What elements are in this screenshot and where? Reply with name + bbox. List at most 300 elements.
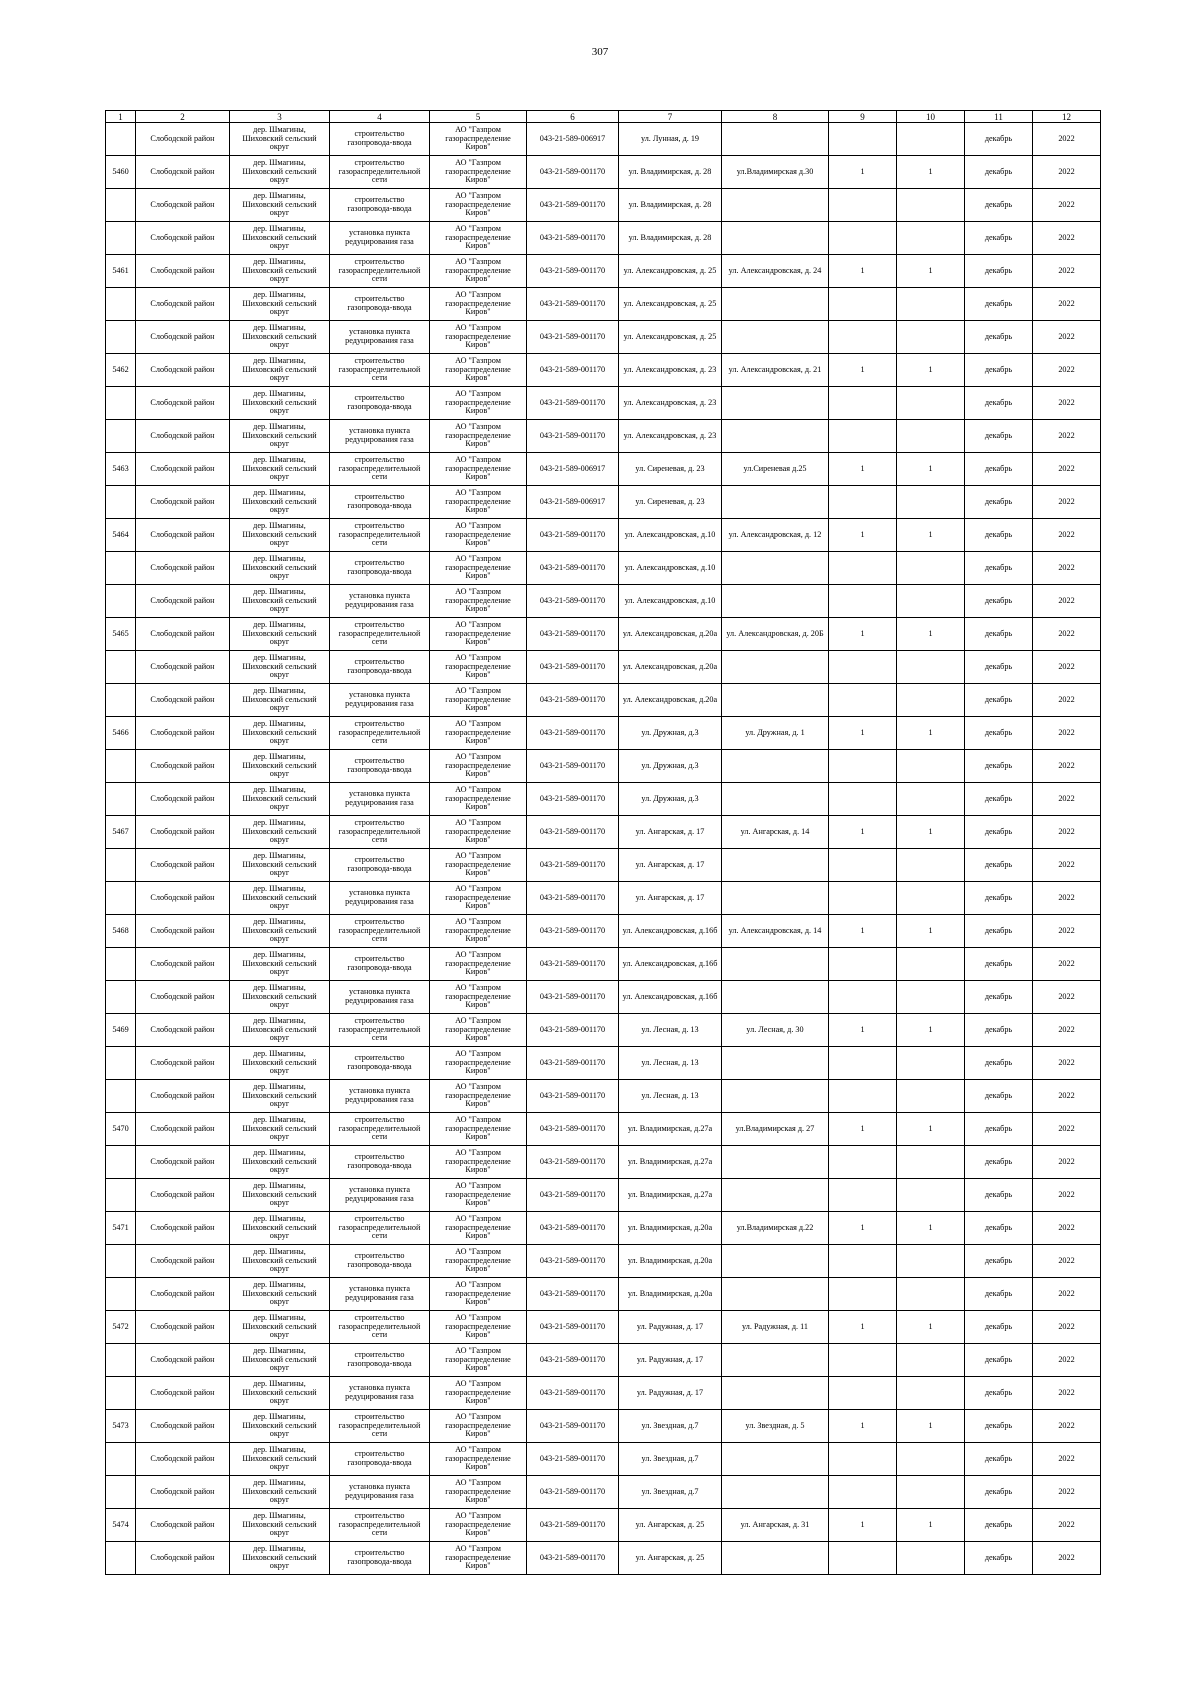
cell-month: декабрь — [965, 1014, 1033, 1047]
cell-district: Слободской район — [136, 1245, 230, 1278]
cell-address-2 — [722, 1344, 829, 1377]
cell-locality: дер. Шмагины, Шиховский сельский округ — [230, 1542, 330, 1575]
cell-month: декабрь — [965, 1047, 1033, 1080]
cell-month: декабрь — [965, 1344, 1033, 1377]
cell-year: 2022 — [1033, 1080, 1101, 1113]
cell-code: 043-21-589-001170 — [527, 981, 619, 1014]
cell-locality: дер. Шмагины, Шиховский сельский округ — [230, 321, 330, 354]
table-row — [106, 816, 1101, 849]
cell-locality: дер. Шмагины, Шиховский сельский округ — [230, 1179, 330, 1212]
cell-organization: АО "Газпром газораспределение Киров" — [430, 156, 527, 189]
cell-locality: дер. Шмагины, Шиховский сельский округ — [230, 156, 330, 189]
cell-address-2 — [722, 420, 829, 453]
cell-locality: дер. Шмагины, Шиховский сельский округ — [230, 519, 330, 552]
cell-month: декабрь — [965, 1443, 1033, 1476]
cell-code: 043-21-589-001170 — [527, 1344, 619, 1377]
cell-month: декабрь — [965, 486, 1033, 519]
cell-col10 — [897, 123, 965, 156]
cell-number: 5461 — [106, 255, 136, 288]
cell-work-type: строительство газораспределительной сети — [330, 519, 430, 552]
cell-col9 — [829, 882, 897, 915]
cell-address-2 — [722, 1245, 829, 1278]
table-row — [106, 519, 1101, 552]
cell-code: 043-21-589-001170 — [527, 255, 619, 288]
cell-locality: дер. Шмагины, Шиховский сельский округ — [230, 1443, 330, 1476]
cell-code: 043-21-589-001170 — [527, 783, 619, 816]
cell-locality: дер. Шмагины, Шиховский сельский округ — [230, 981, 330, 1014]
cell-address-2 — [722, 1179, 829, 1212]
cell-work-type: строительство газопровода-ввода — [330, 1344, 430, 1377]
cell-address-2: ул. Дружная, д. 1 — [722, 717, 829, 750]
cell-month: декабрь — [965, 651, 1033, 684]
cell-organization: АО "Газпром газораспределение Киров" — [430, 354, 527, 387]
cell-col9 — [829, 981, 897, 1014]
cell-district: Слободской район — [136, 816, 230, 849]
cell-col10: 1 — [897, 354, 965, 387]
cell-month: декабрь — [965, 618, 1033, 651]
cell-number: 5462 — [106, 354, 136, 387]
cell-district: Слободской район — [136, 1212, 230, 1245]
cell-month: декабрь — [965, 1245, 1033, 1278]
cell-address-2 — [722, 1542, 829, 1575]
cell-work-type: строительство газораспределительной сети — [330, 618, 430, 651]
cell-address: ул. Александровская, д.16б — [619, 915, 722, 948]
cell-col10 — [897, 1344, 965, 1377]
cell-locality: дер. Шмагины, Шиховский сельский округ — [230, 123, 330, 156]
cell-year: 2022 — [1033, 1344, 1101, 1377]
cell-code: 043-21-589-001170 — [527, 915, 619, 948]
cell-month: декабрь — [965, 882, 1033, 915]
cell-col9 — [829, 1245, 897, 1278]
column-header-8: 8 — [722, 111, 829, 123]
cell-address-2 — [722, 222, 829, 255]
cell-address-2 — [722, 981, 829, 1014]
cell-locality: дер. Шмагины, Шиховский сельский округ — [230, 255, 330, 288]
cell-address: ул. Владимирская, д. 28 — [619, 222, 722, 255]
cell-address: ул. Владимирская, д.20а — [619, 1245, 722, 1278]
cell-organization: АО "Газпром газораспределение Киров" — [430, 189, 527, 222]
cell-month: декабрь — [965, 816, 1033, 849]
cell-number: 5472 — [106, 1311, 136, 1344]
cell-col10: 1 — [897, 453, 965, 486]
cell-locality: дер. Шмагины, Шиховский сельский округ — [230, 552, 330, 585]
cell-number — [106, 123, 136, 156]
cell-year: 2022 — [1033, 1014, 1101, 1047]
cell-organization: АО "Газпром газораспределение Киров" — [430, 1311, 527, 1344]
cell-organization: АО "Газпром газораспределение Киров" — [430, 453, 527, 486]
cell-district: Слободской район — [136, 651, 230, 684]
table-row — [106, 1146, 1101, 1179]
cell-work-type: установка пункта редуцирования газа — [330, 981, 430, 1014]
cell-year: 2022 — [1033, 354, 1101, 387]
cell-col9: 1 — [829, 519, 897, 552]
cell-col9 — [829, 585, 897, 618]
cell-col9: 1 — [829, 1311, 897, 1344]
cell-col9: 1 — [829, 717, 897, 750]
cell-address: ул. Александровская, д. 25 — [619, 321, 722, 354]
cell-number — [106, 1542, 136, 1575]
cell-col10: 1 — [897, 618, 965, 651]
cell-code: 043-21-589-006917 — [527, 486, 619, 519]
cell-year: 2022 — [1033, 816, 1101, 849]
cell-code: 043-21-589-001170 — [527, 651, 619, 684]
cell-code: 043-21-589-001170 — [527, 618, 619, 651]
cell-work-type: установка пункта редуцирования газа — [330, 420, 430, 453]
table-row — [106, 222, 1101, 255]
cell-address: ул. Александровская, д.16б — [619, 981, 722, 1014]
cell-month: декабрь — [965, 552, 1033, 585]
cell-district: Слободской район — [136, 1047, 230, 1080]
cell-year: 2022 — [1033, 684, 1101, 717]
cell-year: 2022 — [1033, 189, 1101, 222]
cell-address-2 — [722, 1080, 829, 1113]
cell-year: 2022 — [1033, 618, 1101, 651]
table-row — [106, 915, 1101, 948]
cell-code: 043-21-589-001170 — [527, 1410, 619, 1443]
cell-col10: 1 — [897, 1014, 965, 1047]
column-header-10: 10 — [897, 111, 965, 123]
cell-locality: дер. Шмагины, Шиховский сельский округ — [230, 750, 330, 783]
cell-district: Слободской район — [136, 849, 230, 882]
table-row — [106, 354, 1101, 387]
cell-locality: дер. Шмагины, Шиховский сельский округ — [230, 684, 330, 717]
cell-month: декабрь — [965, 750, 1033, 783]
cell-locality: дер. Шмагины, Шиховский сельский округ — [230, 1113, 330, 1146]
table-row — [106, 453, 1101, 486]
cell-code: 043-21-589-001170 — [527, 1080, 619, 1113]
cell-organization: АО "Газпром газораспределение Киров" — [430, 750, 527, 783]
cell-organization: АО "Газпром газораспределение Киров" — [430, 882, 527, 915]
cell-month: декабрь — [965, 189, 1033, 222]
cell-locality: дер. Шмагины, Шиховский сельский округ — [230, 354, 330, 387]
cell-district: Слободской район — [136, 1542, 230, 1575]
cell-work-type: установка пункта редуцирования газа — [330, 1476, 430, 1509]
cell-col10 — [897, 849, 965, 882]
cell-col9: 1 — [829, 156, 897, 189]
cell-locality: дер. Шмагины, Шиховский сельский округ — [230, 1014, 330, 1047]
cell-year: 2022 — [1033, 1509, 1101, 1542]
cell-number — [106, 981, 136, 1014]
cell-address-2 — [722, 486, 829, 519]
cell-number: 5463 — [106, 453, 136, 486]
table-row — [106, 1344, 1101, 1377]
table-row — [106, 255, 1101, 288]
column-header-9: 9 — [829, 111, 897, 123]
cell-district: Слободской район — [136, 387, 230, 420]
cell-month: декабрь — [965, 288, 1033, 321]
cell-address-2: ул. Ангарская, д. 14 — [722, 816, 829, 849]
cell-work-type: строительство газопровода-ввода — [330, 1542, 430, 1575]
cell-year: 2022 — [1033, 255, 1101, 288]
cell-year: 2022 — [1033, 1212, 1101, 1245]
cell-district: Слободской район — [136, 1179, 230, 1212]
cell-number: 5465 — [106, 618, 136, 651]
cell-district: Слободской район — [136, 1377, 230, 1410]
cell-col9 — [829, 1080, 897, 1113]
cell-district: Слободской район — [136, 948, 230, 981]
cell-month: декабрь — [965, 519, 1033, 552]
cell-month: декабрь — [965, 1212, 1033, 1245]
cell-work-type: строительство газораспределительной сети — [330, 1014, 430, 1047]
cell-number — [106, 651, 136, 684]
cell-year: 2022 — [1033, 849, 1101, 882]
cell-work-type: строительство газопровода-ввода — [330, 552, 430, 585]
cell-number — [106, 1245, 136, 1278]
column-header-6: 6 — [527, 111, 619, 123]
cell-district: Слободской район — [136, 222, 230, 255]
page-number: 307 — [591, 46, 609, 58]
cell-number — [106, 420, 136, 453]
cell-organization: АО "Газпром газораспределение Киров" — [430, 519, 527, 552]
cell-month: декабрь — [965, 1278, 1033, 1311]
cell-organization: АО "Газпром газораспределение Киров" — [430, 1014, 527, 1047]
cell-address-2: ул.Владимирская д. 27 — [722, 1113, 829, 1146]
cell-number — [106, 849, 136, 882]
cell-month: декабрь — [965, 981, 1033, 1014]
table-row — [106, 321, 1101, 354]
cell-number — [106, 321, 136, 354]
cell-address: ул. Лесная, д. 13 — [619, 1014, 722, 1047]
cell-month: декабрь — [965, 123, 1033, 156]
cell-organization: АО "Газпром газораспределение Киров" — [430, 1212, 527, 1245]
cell-work-type: строительство газораспределительной сети — [330, 1113, 430, 1146]
cell-organization: АО "Газпром газораспределение Киров" — [430, 1245, 527, 1278]
cell-col10: 1 — [897, 156, 965, 189]
cell-address: ул. Звездная, д.7 — [619, 1443, 722, 1476]
cell-organization: АО "Газпром газораспределение Киров" — [430, 1047, 527, 1080]
cell-number — [106, 1278, 136, 1311]
cell-col10 — [897, 288, 965, 321]
cell-col10 — [897, 585, 965, 618]
cell-locality: дер. Шмагины, Шиховский сельский округ — [230, 222, 330, 255]
cell-district: Слободской район — [136, 1146, 230, 1179]
cell-number — [106, 288, 136, 321]
cell-col9: 1 — [829, 1212, 897, 1245]
cell-col10 — [897, 651, 965, 684]
cell-year: 2022 — [1033, 1179, 1101, 1212]
cell-col10: 1 — [897, 915, 965, 948]
cell-work-type: строительство газопровода-ввода — [330, 948, 430, 981]
cell-col9 — [829, 1047, 897, 1080]
cell-code: 043-21-589-001170 — [527, 1146, 619, 1179]
cell-district: Слободской район — [136, 882, 230, 915]
cell-locality: дер. Шмагины, Шиховский сельский округ — [230, 948, 330, 981]
cell-col9 — [829, 1443, 897, 1476]
cell-district: Слободской район — [136, 783, 230, 816]
cell-year: 2022 — [1033, 1476, 1101, 1509]
cell-number — [106, 552, 136, 585]
table-row — [106, 585, 1101, 618]
cell-code: 043-21-589-001170 — [527, 882, 619, 915]
cell-address-2 — [722, 123, 829, 156]
cell-organization: АО "Газпром газораспределение Киров" — [430, 1344, 527, 1377]
cell-col9 — [829, 783, 897, 816]
cell-address-2 — [722, 750, 829, 783]
cell-number — [106, 1476, 136, 1509]
cell-work-type: строительство газораспределительной сети — [330, 156, 430, 189]
cell-address-2 — [722, 1278, 829, 1311]
cell-locality: дер. Шмагины, Шиховский сельский округ — [230, 849, 330, 882]
cell-address: ул. Ангарская, д. 17 — [619, 882, 722, 915]
cell-address-2 — [722, 1146, 829, 1179]
cell-year: 2022 — [1033, 486, 1101, 519]
cell-address: ул. Владимирская, д.20а — [619, 1212, 722, 1245]
cell-organization: АО "Газпром газораспределение Киров" — [430, 948, 527, 981]
cell-address-2: ул. Александровская, д. 21 — [722, 354, 829, 387]
table-row — [106, 1377, 1101, 1410]
cell-organization: АО "Газпром газораспределение Киров" — [430, 420, 527, 453]
cell-address: ул. Дружная, д.3 — [619, 783, 722, 816]
cell-organization: АО "Газпром газораспределение Киров" — [430, 981, 527, 1014]
cell-col9: 1 — [829, 1509, 897, 1542]
cell-year: 2022 — [1033, 1377, 1101, 1410]
cell-address-2 — [722, 1476, 829, 1509]
cell-col9 — [829, 189, 897, 222]
cell-col10 — [897, 1278, 965, 1311]
cell-district: Слободской район — [136, 519, 230, 552]
cell-address: ул. Владимирская, д.20а — [619, 1278, 722, 1311]
cell-col9: 1 — [829, 1113, 897, 1146]
cell-code: 043-21-589-001170 — [527, 1014, 619, 1047]
cell-col10: 1 — [897, 816, 965, 849]
cell-code: 043-21-589-001170 — [527, 420, 619, 453]
cell-address: ул. Ангарская, д. 25 — [619, 1509, 722, 1542]
column-header-3: 3 — [230, 111, 330, 123]
cell-address-2: ул. Ангарская, д. 31 — [722, 1509, 829, 1542]
cell-work-type: строительство газораспределительной сети — [330, 1509, 430, 1542]
cell-code: 043-21-589-001170 — [527, 321, 619, 354]
cell-col9 — [829, 1278, 897, 1311]
cell-district: Слободской район — [136, 585, 230, 618]
cell-code: 043-21-589-001170 — [527, 1311, 619, 1344]
cell-locality: дер. Шмагины, Шиховский сельский округ — [230, 915, 330, 948]
cell-year: 2022 — [1033, 552, 1101, 585]
cell-year: 2022 — [1033, 123, 1101, 156]
cell-col9 — [829, 849, 897, 882]
cell-organization: АО "Газпром газораспределение Киров" — [430, 684, 527, 717]
cell-address: ул. Александровская, д. 25 — [619, 288, 722, 321]
cell-col9 — [829, 387, 897, 420]
cell-number: 5464 — [106, 519, 136, 552]
cell-work-type: строительство газопровода-ввода — [330, 1146, 430, 1179]
cell-year: 2022 — [1033, 387, 1101, 420]
cell-locality: дер. Шмагины, Шиховский сельский округ — [230, 1212, 330, 1245]
cell-col10 — [897, 222, 965, 255]
cell-district: Слободской район — [136, 189, 230, 222]
table-row — [106, 1047, 1101, 1080]
cell-number — [106, 387, 136, 420]
cell-col9 — [829, 321, 897, 354]
cell-district: Слободской район — [136, 1476, 230, 1509]
cell-address-2 — [722, 1377, 829, 1410]
cell-address: ул. Александровская, д. 25 — [619, 255, 722, 288]
cell-code: 043-21-589-001170 — [527, 816, 619, 849]
cell-address: ул. Радужная, д. 17 — [619, 1344, 722, 1377]
cell-year: 2022 — [1033, 1410, 1101, 1443]
cell-address: ул. Владимирская, д. 28 — [619, 156, 722, 189]
cell-col9: 1 — [829, 1014, 897, 1047]
cell-address: ул. Сиреневая, д. 23 — [619, 486, 722, 519]
table-row — [106, 1311, 1101, 1344]
table-row — [106, 1179, 1101, 1212]
cell-col10 — [897, 1542, 965, 1575]
cell-year: 2022 — [1033, 948, 1101, 981]
cell-district: Слободской район — [136, 255, 230, 288]
cell-locality: дер. Шмагины, Шиховский сельский округ — [230, 1509, 330, 1542]
cell-code: 043-21-589-001170 — [527, 387, 619, 420]
cell-code: 043-21-589-001170 — [527, 1542, 619, 1575]
cell-col10 — [897, 1377, 965, 1410]
table-row — [106, 1542, 1101, 1575]
cell-organization: АО "Газпром газораспределение Киров" — [430, 1509, 527, 1542]
cell-work-type: установка пункта редуцирования газа — [330, 585, 430, 618]
cell-address: ул. Лесная, д. 13 — [619, 1047, 722, 1080]
cell-col10 — [897, 387, 965, 420]
cell-col9 — [829, 684, 897, 717]
cell-locality: дер. Шмагины, Шиховский сельский округ — [230, 783, 330, 816]
cell-year: 2022 — [1033, 750, 1101, 783]
table-row — [106, 981, 1101, 1014]
cell-address-2: ул. Александровская, д. 12 — [722, 519, 829, 552]
cell-address: ул. Александровская, д.20а — [619, 684, 722, 717]
cell-address-2 — [722, 585, 829, 618]
column-header-11: 11 — [965, 111, 1033, 123]
cell-address: ул. Александровская, д.10 — [619, 585, 722, 618]
cell-locality: дер. Шмагины, Шиховский сельский округ — [230, 486, 330, 519]
cell-col10 — [897, 882, 965, 915]
cell-col10 — [897, 420, 965, 453]
cell-year: 2022 — [1033, 783, 1101, 816]
cell-year: 2022 — [1033, 288, 1101, 321]
cell-organization: АО "Газпром газораспределение Киров" — [430, 552, 527, 585]
table-row — [106, 1278, 1101, 1311]
cell-col9 — [829, 651, 897, 684]
cell-col10 — [897, 684, 965, 717]
cell-month: декабрь — [965, 387, 1033, 420]
cell-organization: АО "Газпром газораспределение Киров" — [430, 915, 527, 948]
cell-month: декабрь — [965, 849, 1033, 882]
cell-work-type: строительство газопровода-ввода — [330, 288, 430, 321]
cell-year: 2022 — [1033, 1443, 1101, 1476]
cell-work-type: установка пункта редуцирования газа — [330, 321, 430, 354]
cell-organization: АО "Газпром газораспределение Киров" — [430, 1179, 527, 1212]
cell-col9 — [829, 1476, 897, 1509]
cell-code: 043-21-589-001170 — [527, 288, 619, 321]
cell-code: 043-21-589-001170 — [527, 1179, 619, 1212]
table-row — [106, 420, 1101, 453]
cell-code: 043-21-589-001170 — [527, 717, 619, 750]
cell-address-2 — [722, 1047, 829, 1080]
cell-code: 043-21-589-001170 — [527, 1509, 619, 1542]
cell-col9 — [829, 486, 897, 519]
cell-address-2 — [722, 783, 829, 816]
cell-address: ул. Лесная, д. 13 — [619, 1080, 722, 1113]
cell-address: ул. Сиреневая, д. 23 — [619, 453, 722, 486]
cell-address: ул. Александровская, д.10 — [619, 519, 722, 552]
cell-district: Слободской район — [136, 354, 230, 387]
cell-district: Слободской район — [136, 717, 230, 750]
cell-col9 — [829, 123, 897, 156]
cell-locality: дер. Шмагины, Шиховский сельский округ — [230, 816, 330, 849]
cell-district: Слободской район — [136, 1278, 230, 1311]
cell-district: Слободской район — [136, 321, 230, 354]
cell-address-2 — [722, 189, 829, 222]
cell-locality: дер. Шмагины, Шиховский сельский округ — [230, 1377, 330, 1410]
cell-col10: 1 — [897, 717, 965, 750]
cell-address-2: ул. Александровская, д. 14 — [722, 915, 829, 948]
cell-work-type: строительство газораспределительной сети — [330, 1410, 430, 1443]
table-row — [106, 1410, 1101, 1443]
